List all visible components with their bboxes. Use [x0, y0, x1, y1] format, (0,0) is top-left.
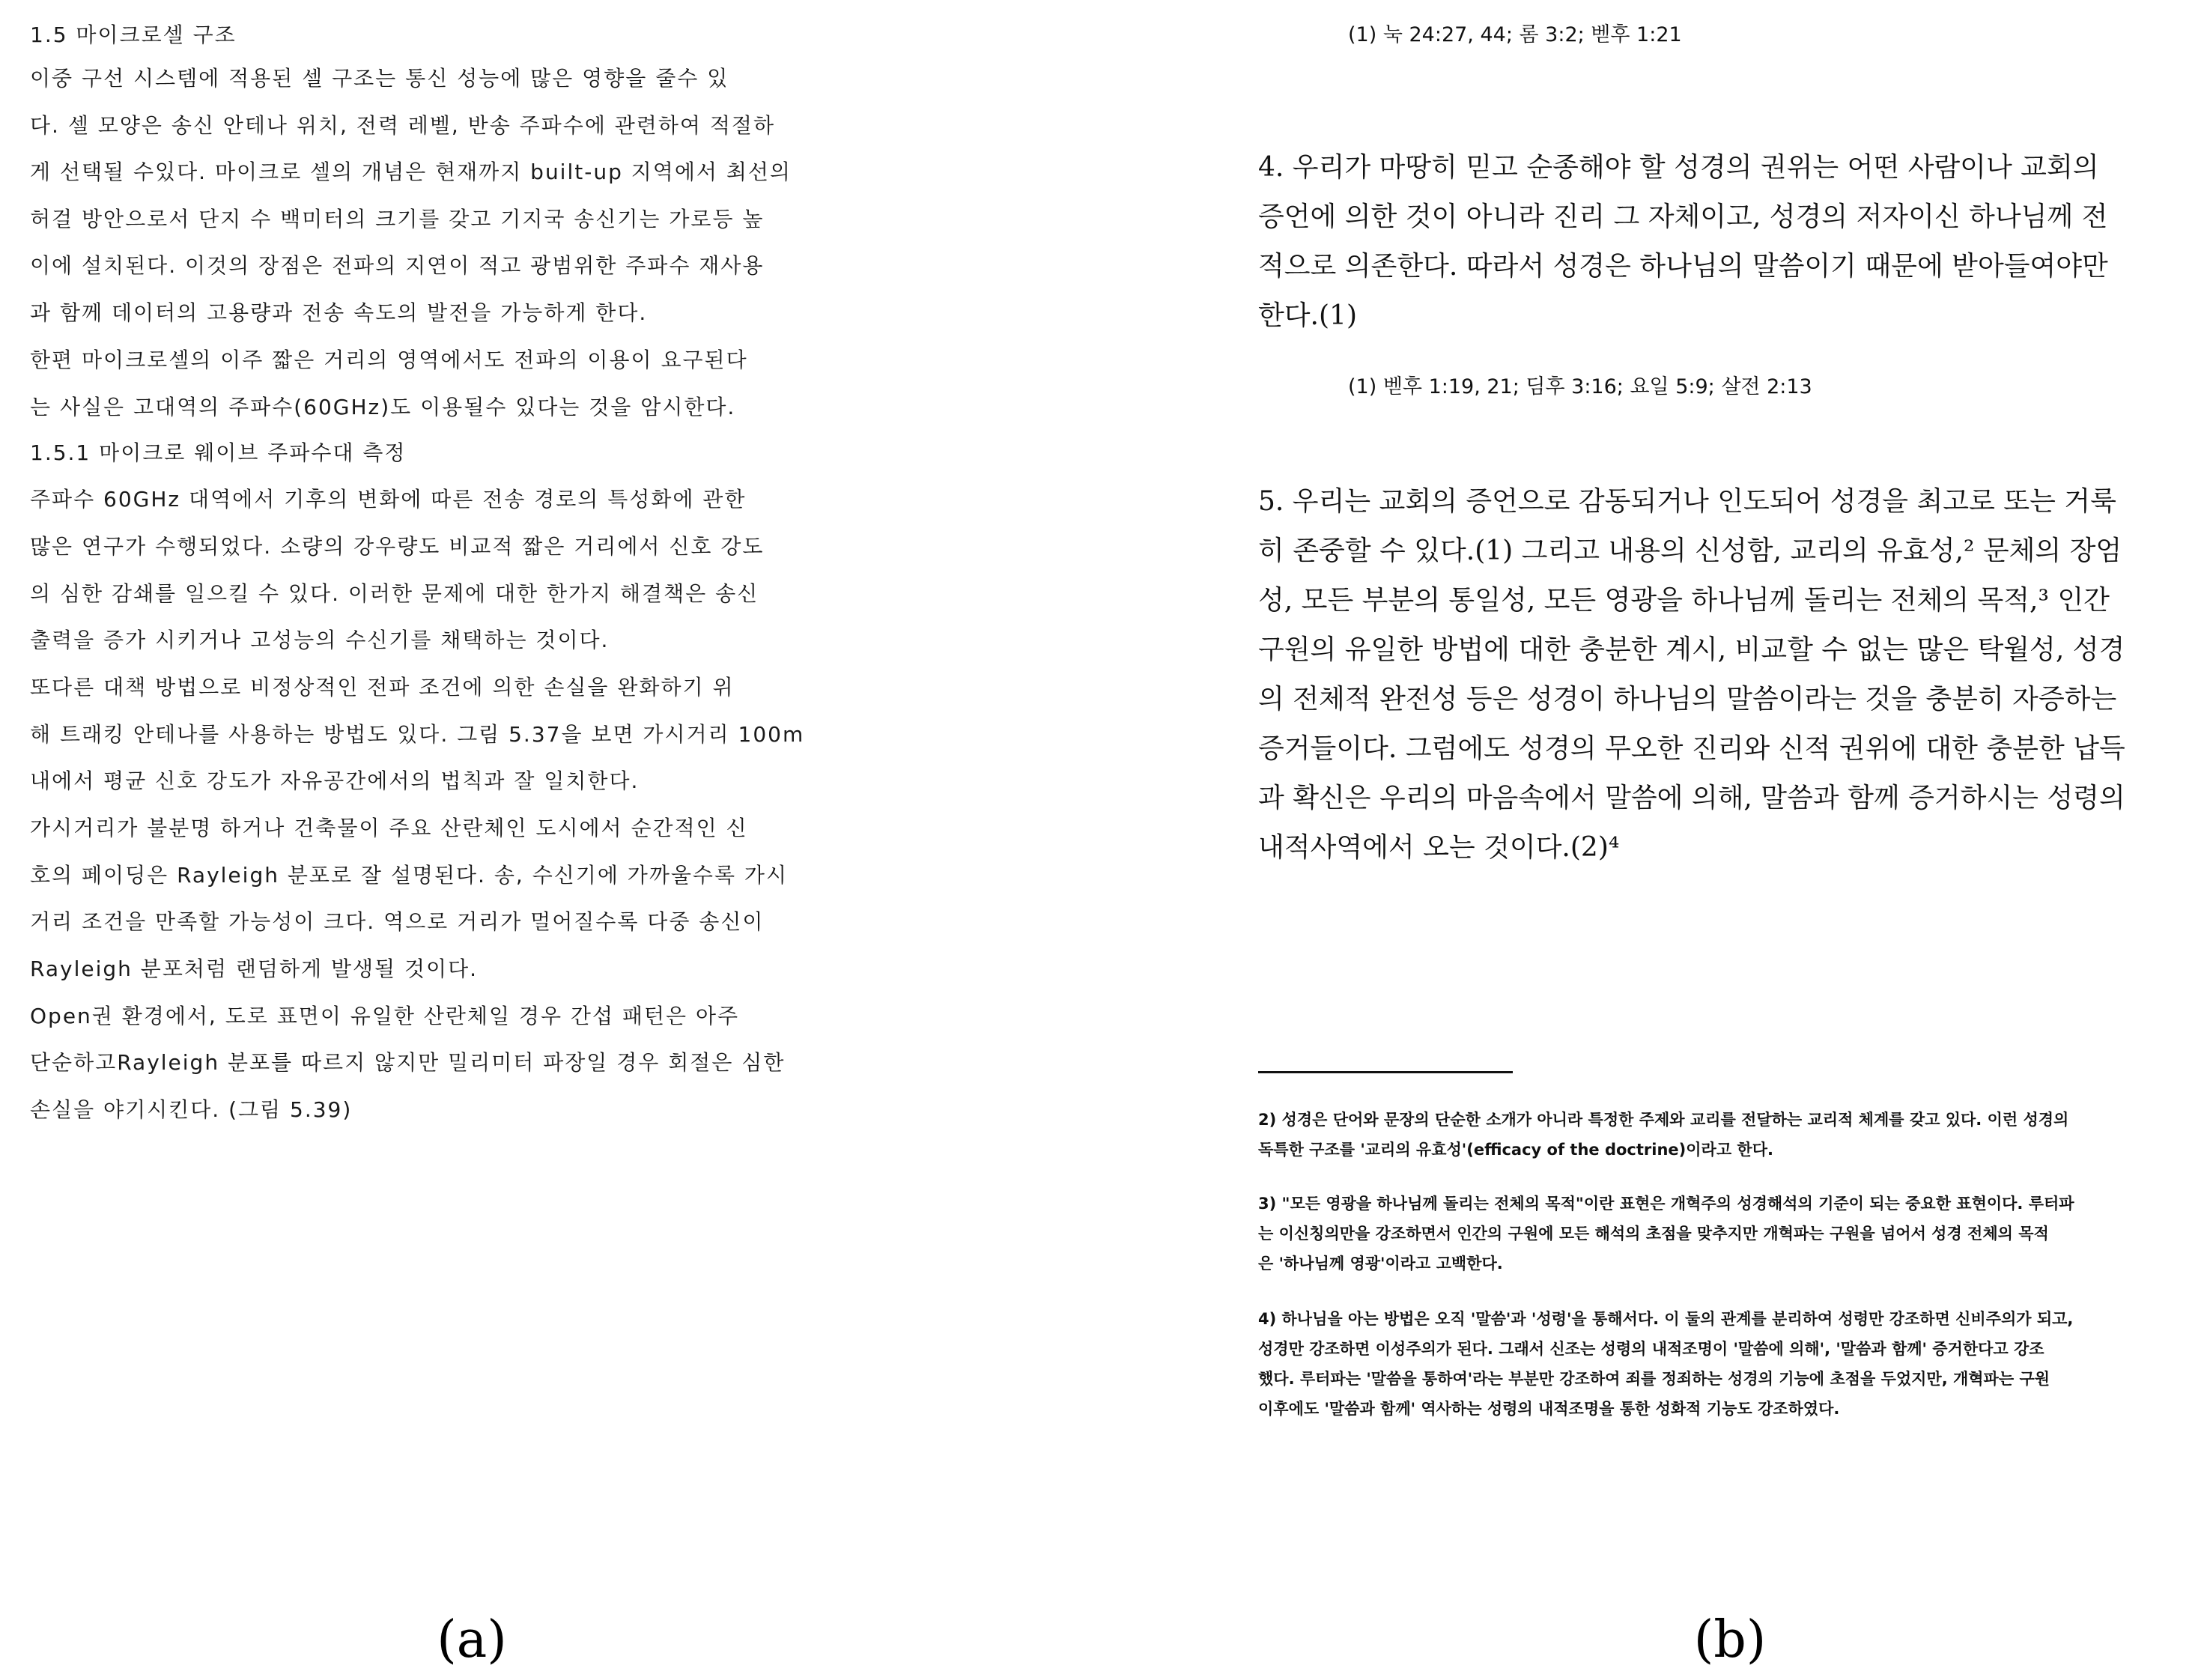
paragraph-5-line: 히 존중할 수 있다.(1) 그리고 내용의 신성함, 교리의 유효성,² 문체의 장엄 [1258, 536, 2122, 566]
paragraph-line: 많은 연구가 수행되었다. 소량의 강우량도 비교적 짧은 거리에서 신호 강도 [30, 534, 765, 559]
paragraph-4-line: 증언에 의한 것이 아니라 진리 그 자체이고, 성경의 저자이신 하나님께 전 [1258, 201, 2108, 232]
paragraph-5-line: 5. 우리는 교회의 증언으로 감동되거나 인도되어 성경을 최고로 또는 거룩 [1258, 486, 2116, 517]
paragraph-4-line: 한다.(1) [1258, 300, 1357, 331]
paragraph-line: 한편 마이크로셀의 이주 짧은 거리의 영역에서도 전파의 이용이 요구된다 [30, 348, 748, 372]
paragraph-line: 호의 페이딩은 Rayleigh 분포로 잘 설명된다. 송, 수신기에 가까울수록 가시 [30, 863, 789, 888]
paragraph-4-line: 적으로 의존한다. 따라서 성경은 하나님의 말씀이기 때문에 받아들여야만 [1258, 251, 2108, 282]
paragraph-line: 출력을 증가 시키거나 고성능의 수신기를 채택하는 것이다. [30, 628, 610, 652]
paragraph-line: 다. 셀 모양은 송신 안테나 위치, 전력 레벨, 반송 주파수에 관련하여 적절하 [30, 113, 776, 138]
paragraph-line: 이에 설치된다. 이것의 장점은 전파의 지연이 적고 광범위한 주파수 재사용 [30, 253, 765, 278]
paragraph-line: 허걸 방안으로서 단지 수 백미터의 크기를 갖고 기지국 송신기는 가로등 높 [30, 207, 765, 231]
paragraph-line: 는 사실은 고대역의 주파수(60GHz)도 이용될수 있다는 것을 암시한다. [30, 395, 736, 419]
footnote-divider [1258, 1071, 1513, 1073]
scripture-reference-top: (1) 눅 24:27, 44; 롬 3:2; 벧후 1:21 [1348, 23, 1682, 46]
footnote-4-line: 성경만 강조하면 이성주의가 된다. 그래서 신조는 성령의 내적조명이 '말씀에 의해', '말씀과 함께' 증거한다고 강조 [1258, 1340, 2044, 1358]
footnote-2-line: 독특한 구조를 '교리의 유효성'(efficacy of the doctrine)이라고 한다. [1258, 1141, 1773, 1159]
paragraph-line: 해 트래킹 안테나를 사용하는 방법도 있다. 그림 5.37을 보면 가시거리 100m [30, 722, 805, 747]
paragraph-5-line: 과 확신은 우리의 마음속에서 말씀에 의해, 말씀과 함께 증거하시는 성령의 [1258, 783, 2125, 813]
footnote-4-line: 했다. 루터파는 '말씀을 통하여'라는 부분만 강조하여 죄를 정죄하는 성경의 기능에 초점을 두었지만, 개혁파는 구원 [1258, 1370, 2050, 1388]
paragraph-4-line: 4. 우리가 마땅히 믿고 순종해야 할 성경의 권위는 어떤 사람이나 교회의 [1258, 152, 2099, 183]
paragraph-line: 단순하고Rayleigh 분포를 따르지 않지만 밀리미터 파장일 경우 회절은 심한 [30, 1050, 786, 1075]
paragraph-line: 가시거리가 불분명 하거나 건축물이 주요 산란체인 도시에서 순간적인 신 [30, 816, 748, 840]
paragraph-line: 게 선택될 수있다. 마이크로 셀의 개념은 현재까지 built-up 지역에서 최선의 [30, 160, 792, 184]
paragraph-line: 손실을 야기시킨다. (그림 5.39) [30, 1097, 353, 1122]
footnote-3-line: 3) "모든 영광을 하나님께 돌리는 전체의 목적"이란 표현은 개혁주의 성경해석의 기준이 되는 중요한 표현이다. 루터파 [1258, 1195, 2074, 1213]
paragraph-line: 주파수 60GHz 대역에서 기후의 변화에 따른 전송 경로의 특성화에 관한 [30, 487, 747, 512]
caption-a: (a) [437, 1610, 507, 1670]
footnote-3-line: 은 '하나님께 영광'이라고 고백한다. [1258, 1255, 1503, 1273]
heading-1-5: 1.5 마이크로셀 구조 [30, 22, 237, 47]
scripture-reference-mid: (1) 벧후 1:19, 21; 딤후 3:16; 요일 5:9; 살전 2:13 [1348, 375, 1812, 398]
paragraph-line: 내에서 평균 신호 강도가 자유공간에서의 법칙과 잘 일치한다. [30, 768, 640, 793]
paragraph-5-line: 성, 모든 부분의 통일성, 모든 영광을 하나님께 돌리는 전체의 목적,³ 인간 [1258, 585, 2110, 616]
footnote-4-line: 4) 하나님을 아는 방법은 오직 '말씀'과 '성령'을 통해서다. 이 둘의 관계를 분리하여 성령만 강조하면 신비주의가 되고, [1258, 1310, 2074, 1328]
paragraph-5-line: 증거들이다. 그럼에도 성경의 무오한 진리와 신적 권위에 대한 충분한 납득 [1258, 733, 2125, 764]
paragraph-line: 거리 조건을 만족할 가능성이 크다. 역으로 거리가 멀어질수록 다중 송신이 [30, 909, 765, 934]
paragraph-5-line: 내적사역에서 오는 것이다.(2)⁴ [1258, 832, 1620, 863]
heading-1-5-1: 1.5.1 마이크로 웨이브 주파수대 측정 [30, 440, 407, 465]
paragraph-line: Open권 환경에서, 도로 표면이 유일한 산란체일 경우 간섭 패턴은 아주 [30, 1004, 740, 1028]
footnote-3-line: 는 이신칭의만을 강조하면서 인간의 구원에 모든 해석의 초점을 맞추지만 개혁파는 구원을 넘어서 성경 전체의 목적 [1258, 1225, 2049, 1243]
paragraph-line: 또다른 대책 방법으로 비정상적인 전파 조건에 의한 손실을 완화하기 위 [30, 675, 735, 700]
paragraph-line: 과 함께 데이터의 고용량과 전송 속도의 발전을 가능하게 한다. [30, 300, 648, 325]
footnote-4-line: 이후에도 '말씀과 함께' 역사하는 성령의 내적조명을 통한 성화적 기능도 강조하였다. [1258, 1400, 1840, 1418]
footnote-2-line: 2) 성경은 단어와 문장의 단순한 소개가 아니라 특정한 주제와 교리를 전달하는 교리적 체계를 갖고 있다. 이런 성경의 [1258, 1111, 2069, 1129]
paragraph-5-line: 의 전체적 완전성 등은 성경이 하나님의 말씀이라는 것을 충분히 자증하는 [1258, 684, 2117, 715]
paragraph-5-line: 구원의 유일한 방법에 대한 충분한 계시, 비교할 수 없는 많은 탁월성, 성경 [1258, 634, 2125, 665]
paragraph-line: 이중 구선 시스템에 적용된 셀 구조는 통신 성능에 많은 영향을 줄수 있 [30, 66, 729, 91]
paragraph-line: 의 심한 감쇄를 일으킬 수 있다. 이러한 문제에 대한 한가지 해결책은 송신 [30, 581, 759, 606]
caption-b: (b) [1693, 1610, 1767, 1670]
paragraph-line: Rayleigh 분포처럼 랜덤하게 발생될 것이다. [30, 956, 479, 981]
